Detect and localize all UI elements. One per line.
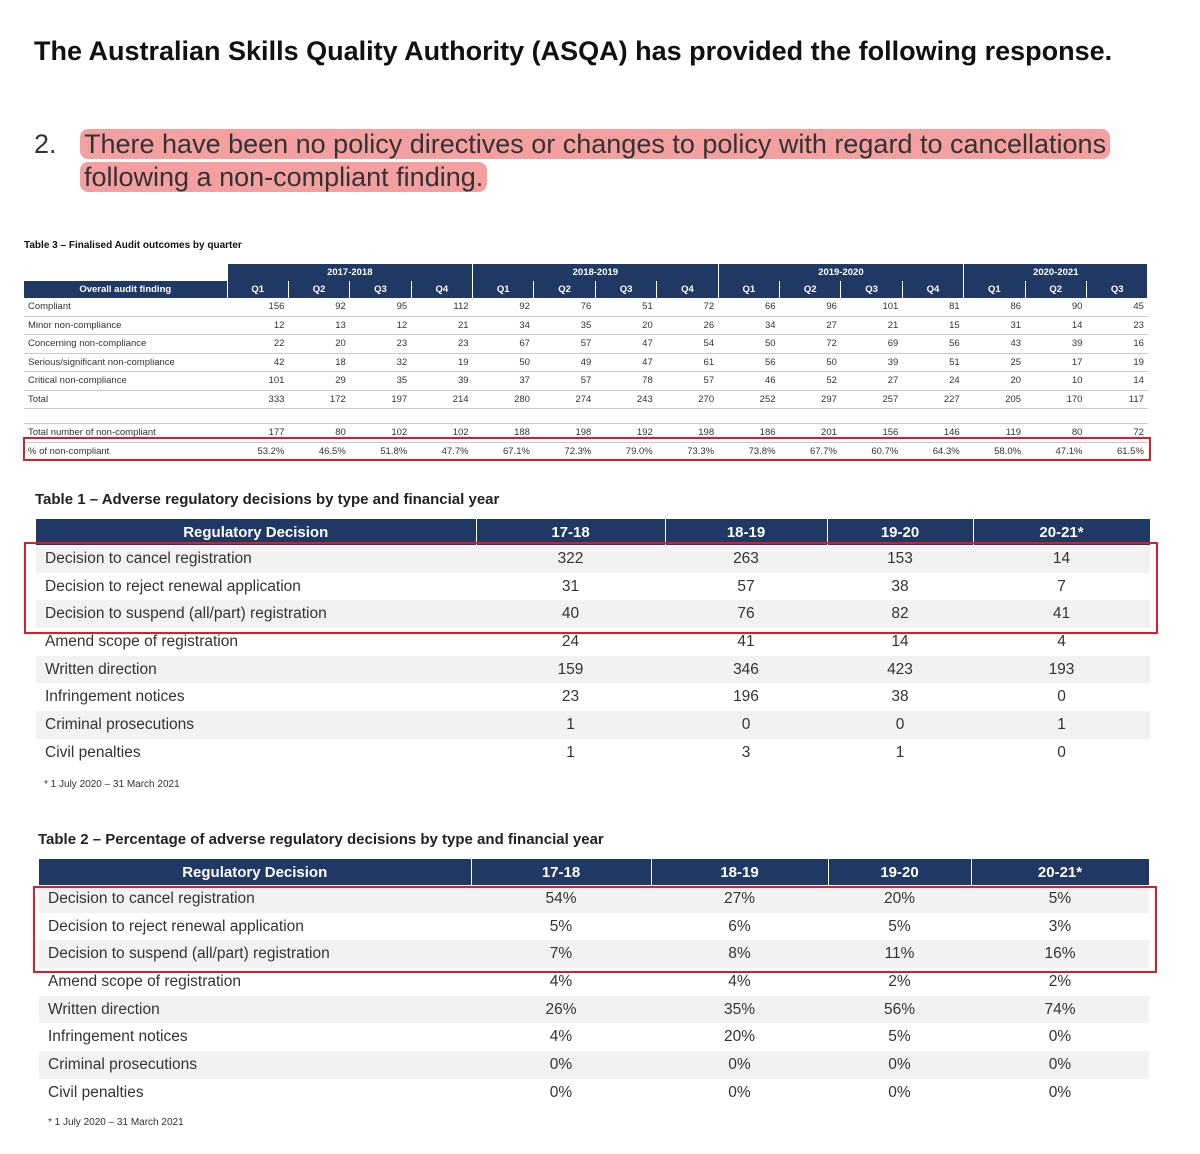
table-cell: 25 — [964, 353, 1025, 372]
table-cell: 73.8% — [718, 442, 779, 461]
table-cell: 205 — [964, 390, 1025, 409]
table-cell: 117 — [1086, 390, 1147, 409]
row-label: Civil penalties — [45, 743, 141, 761]
table-cell: 0% — [549, 1083, 573, 1101]
table-cell — [227, 409, 288, 424]
table-cell: 27 — [841, 372, 902, 391]
table3-year-header: 2017-2018 — [227, 264, 473, 281]
table-row — [39, 968, 1149, 996]
table-cell: 23 — [411, 335, 472, 354]
table-cell: 67 — [473, 335, 534, 354]
table-cell: 50 — [780, 353, 841, 372]
table-cell: 35% — [651, 996, 828, 1024]
table-cell: 1 — [895, 743, 905, 761]
row-label: Infringement notices — [45, 688, 185, 706]
table-cell: 423 — [827, 656, 973, 684]
table-row — [36, 628, 1150, 656]
table-cell: 0 — [1057, 688, 1066, 706]
table-row — [36, 739, 1150, 767]
table-cell: 0% — [1048, 1083, 1072, 1101]
row-label: Total — [24, 390, 227, 409]
table3-quarter-header: Q3 — [841, 281, 902, 298]
table-cell: 7 — [1057, 577, 1066, 595]
table-row — [24, 298, 1148, 316]
row-label: Amend scope of registration — [45, 632, 238, 650]
table-cell: 56% — [828, 996, 971, 1024]
table-cell — [411, 409, 472, 424]
table-cell — [964, 409, 1025, 424]
table-row — [36, 711, 1150, 739]
table3-blank-header — [24, 264, 227, 281]
table-cell: 5% — [971, 885, 1149, 913]
table-cell: 177 — [227, 424, 288, 443]
table-cell: 31 — [561, 577, 580, 595]
table-cell: 192 — [595, 424, 656, 443]
table-cell: 92 — [473, 298, 534, 316]
table2-col-header: 18-19 — [651, 859, 828, 885]
table-row — [24, 372, 1148, 391]
table-row — [24, 424, 1148, 443]
table-cell — [1025, 409, 1086, 424]
table-cell: 92 — [288, 298, 349, 316]
row-label: Decision to reject renewal application — [45, 577, 301, 595]
table-cell: 252 — [718, 390, 779, 409]
table-cell: 4% — [549, 972, 573, 990]
table-cell: 20 — [288, 335, 349, 354]
row-label: Civil penalties — [48, 1083, 144, 1101]
table-cell: 76 — [665, 600, 827, 628]
table2-col-header: 20-21* — [971, 859, 1149, 885]
table3-quarter-header: Q2 — [534, 281, 595, 298]
table1-footnote: * 1 July 2020 – 31 March 2021 — [44, 779, 180, 790]
table-cell: 57 — [534, 372, 595, 391]
table-cell: 198 — [534, 424, 595, 443]
table-cell: 21 — [841, 316, 902, 335]
table-cell: 186 — [718, 424, 779, 443]
table-cell: 270 — [657, 390, 718, 409]
table-cell: 20% — [828, 885, 971, 913]
table-cell: 34 — [473, 316, 534, 335]
table3-quarter-header: Q1 — [227, 281, 288, 298]
table-cell: 193 — [973, 656, 1150, 684]
table-cell: 57 — [657, 372, 718, 391]
table-cell: 8% — [651, 940, 828, 968]
table-cell: 23 — [350, 335, 411, 354]
table-cell: 67.7% — [780, 442, 841, 461]
table-cell: 4 — [1057, 632, 1066, 650]
table-cell: 72 — [780, 335, 841, 354]
table-cell: 17 — [1025, 353, 1086, 372]
table-cell: 96 — [780, 298, 841, 316]
row-label: Infringement notices — [48, 1028, 188, 1046]
table-row — [39, 913, 1149, 941]
row-label: Decision to suspend (all/part) registration — [36, 600, 476, 628]
table-cell: 29 — [288, 372, 349, 391]
table-cell: 5% — [888, 917, 911, 935]
table3-quarter-header: Q3 — [1086, 281, 1147, 298]
table3-year-header: 2020-2021 — [964, 264, 1148, 281]
table-cell: 34 — [718, 316, 779, 335]
table-cell: 0% — [1048, 1028, 1072, 1046]
table-cell — [657, 409, 718, 424]
table-row — [39, 1051, 1149, 1079]
table-row — [24, 353, 1148, 372]
table-cell: 37 — [473, 372, 534, 391]
table-cell: 14 — [891, 632, 909, 650]
table-cell: 82 — [827, 600, 973, 628]
row-label: Concerning non-compliance — [24, 335, 227, 354]
table3-quarter-header: Q4 — [411, 281, 472, 298]
table-cell: 51 — [902, 353, 963, 372]
table-cell: 0 — [665, 711, 827, 739]
table-cell: 0 — [1057, 743, 1066, 761]
table-row — [24, 390, 1148, 409]
row-label: Minor non-compliance — [24, 316, 227, 335]
row-label: Serious/significant non-compliance — [24, 353, 227, 372]
table-cell: 54% — [471, 885, 651, 913]
table-cell: 172 — [288, 390, 349, 409]
table-cell: 46.5% — [288, 442, 349, 461]
table3-quarter-header: Q4 — [657, 281, 718, 298]
table-cell: 214 — [411, 390, 472, 409]
table3-year-header: 2018-2019 — [473, 264, 719, 281]
table-cell — [1086, 409, 1147, 424]
table-cell: 90 — [1025, 298, 1086, 316]
row-label: Decision to cancel registration — [39, 885, 471, 913]
row-label: Decision to reject renewal application — [48, 917, 304, 935]
table3-quarter-header-row — [24, 281, 1148, 298]
table-cell: 26 — [657, 316, 718, 335]
table-cell: 41 — [737, 632, 755, 650]
table-cell: 102 — [350, 424, 411, 443]
table-cell: 0% — [471, 1051, 651, 1079]
table-cell: 2% — [1048, 972, 1072, 990]
table-cell: 20 — [964, 372, 1025, 391]
table3-quarter-header: Q2 — [1025, 281, 1086, 298]
table-cell: 23 — [1086, 316, 1147, 335]
table-cell: 101 — [841, 298, 902, 316]
table1-col-header: 18-19 — [665, 519, 827, 545]
table-cell: 0% — [728, 1083, 751, 1101]
row-label: Compliant — [24, 298, 227, 316]
table-cell: 0% — [828, 1051, 971, 1079]
table1-adverse-decisions — [36, 519, 1151, 767]
table-cell: 322 — [476, 545, 665, 573]
table-row — [39, 1023, 1149, 1051]
table3-quarter-header: Q2 — [780, 281, 841, 298]
table2-col-header: 17-18 — [471, 859, 651, 885]
table-cell: 54 — [657, 335, 718, 354]
table-cell: 51 — [595, 298, 656, 316]
table1-col-header: 20-21* — [973, 519, 1150, 545]
table3-caption: Table 3 – Finalised Audit outcomes by quarter — [24, 240, 242, 251]
table-cell: 257 — [841, 390, 902, 409]
table-cell: 72.3% — [534, 442, 595, 461]
table-cell: 24 — [561, 632, 580, 650]
page-heading: The Australian Skills Quality Authority (ASQA) has provided the following response. — [34, 36, 1113, 66]
table-cell: 58.0% — [964, 442, 1025, 461]
table3-quarter-header: Q1 — [473, 281, 534, 298]
table-cell: 119 — [964, 424, 1025, 443]
table3-year-header: 2019-2020 — [718, 264, 964, 281]
table-cell: 156 — [227, 298, 288, 316]
table-cell: 23 — [561, 688, 580, 706]
table-cell: 146 — [902, 424, 963, 443]
table-row — [39, 996, 1149, 1024]
table-cell: 40 — [476, 600, 665, 628]
table3-first-col-header: Overall audit finding — [24, 281, 227, 298]
table-cell: 35 — [350, 372, 411, 391]
table-cell: 95 — [350, 298, 411, 316]
table-cell: 32 — [350, 353, 411, 372]
table-cell: 35 — [534, 316, 595, 335]
table-cell: 76 — [534, 298, 595, 316]
table-cell: 43 — [964, 335, 1025, 354]
table-cell: 64.3% — [902, 442, 963, 461]
table-cell: 5% — [549, 917, 573, 935]
table-cell: 14 — [1025, 316, 1086, 335]
table-cell: 5% — [888, 1028, 911, 1046]
table3-quarter-header: Q1 — [718, 281, 779, 298]
table-cell: 49 — [534, 353, 595, 372]
row-label: Criminal prosecutions — [36, 711, 476, 739]
table2-col-header: Regulatory Decision — [39, 859, 471, 885]
table-cell: 280 — [473, 390, 534, 409]
table-cell: 42 — [227, 353, 288, 372]
table-cell: 18 — [288, 353, 349, 372]
table-cell — [288, 409, 349, 424]
table-cell: 112 — [411, 298, 472, 316]
table-cell: 31 — [964, 316, 1025, 335]
table3-spacer-row — [24, 409, 1148, 424]
table3-quarter-header: Q3 — [350, 281, 411, 298]
table-cell: 3% — [1048, 917, 1072, 935]
table-cell: 57 — [534, 335, 595, 354]
table-cell: 198 — [657, 424, 718, 443]
table-cell: 13 — [288, 316, 349, 335]
table-cell: 39 — [1025, 335, 1086, 354]
table-cell — [902, 409, 963, 424]
table-cell: 3 — [741, 743, 751, 761]
table-row — [36, 545, 1150, 573]
table-cell: 39 — [841, 353, 902, 372]
table-cell: 53.2% — [227, 442, 288, 461]
table1-col-header: 19-20 — [827, 519, 973, 545]
table-row — [36, 656, 1150, 684]
table-cell: 101 — [227, 372, 288, 391]
table-cell: 57 — [737, 577, 755, 595]
table-cell: 41 — [973, 600, 1150, 628]
table-cell: 12 — [350, 316, 411, 335]
table-cell — [534, 409, 595, 424]
table-cell: 47 — [595, 335, 656, 354]
table-cell: 19 — [1086, 353, 1147, 372]
table-cell: 46 — [718, 372, 779, 391]
table-cell — [841, 409, 902, 424]
table-cell: 297 — [780, 390, 841, 409]
table-cell: 15 — [902, 316, 963, 335]
table-cell: 27% — [651, 885, 828, 913]
table-cell — [780, 409, 841, 424]
table-cell: 197 — [350, 390, 411, 409]
table-cell: 4% — [728, 972, 751, 990]
table-cell: 159 — [476, 656, 665, 684]
table-cell: 56 — [718, 353, 779, 372]
table-cell: 78 — [595, 372, 656, 391]
table3-audit-outcomes — [24, 264, 1148, 461]
table-cell: 61.5% — [1086, 442, 1147, 461]
table-cell: 7% — [471, 940, 651, 968]
table-cell: 50 — [718, 335, 779, 354]
table-cell: 72 — [657, 298, 718, 316]
table-row — [39, 885, 1149, 913]
table-cell — [473, 409, 534, 424]
row-label: Written direction — [39, 996, 471, 1024]
table-cell: 274 — [534, 390, 595, 409]
table1-col-header: 17-18 — [476, 519, 665, 545]
table-cell: 346 — [665, 656, 827, 684]
table-cell: 1 — [973, 711, 1150, 739]
table-cell: 1 — [566, 743, 575, 761]
table-cell: 79.0% — [595, 442, 656, 461]
table-cell: 47.1% — [1025, 442, 1086, 461]
table-cell: 20 — [595, 316, 656, 335]
table-cell: 56 — [902, 335, 963, 354]
table-cell: 156 — [841, 424, 902, 443]
table-cell — [350, 409, 411, 424]
table-cell: 69 — [841, 335, 902, 354]
table-cell: 60.7% — [841, 442, 902, 461]
row-label: Amend scope of registration — [48, 972, 241, 990]
table-row — [36, 573, 1150, 601]
table1-header-row — [36, 519, 1150, 545]
table-cell: 10 — [1025, 372, 1086, 391]
table-cell: 26% — [471, 996, 651, 1024]
table-cell: 1 — [476, 711, 665, 739]
table-row — [39, 940, 1149, 968]
table1-col-header: Regulatory Decision — [36, 519, 476, 545]
table-cell: 201 — [780, 424, 841, 443]
table-cell — [24, 409, 227, 424]
row-label: Decision to cancel registration — [36, 545, 476, 573]
row-label: Criminal prosecutions — [39, 1051, 471, 1079]
table-cell: 47 — [595, 353, 656, 372]
table-cell: 80 — [288, 424, 349, 443]
point-number: 2. — [34, 129, 57, 159]
table-cell: 196 — [733, 688, 759, 706]
row-label: Decision to suspend (all/part) registration — [39, 940, 471, 968]
table-row — [24, 316, 1148, 335]
table-row — [24, 335, 1148, 354]
table-cell: 11% — [828, 940, 971, 968]
table3-quarter-header: Q2 — [288, 281, 349, 298]
table2-percentage-decisions — [39, 859, 1150, 1107]
table-cell: 86 — [964, 298, 1025, 316]
table-cell: 39 — [411, 372, 472, 391]
table-cell: 153 — [827, 545, 973, 573]
table2-col-header: 19-20 — [828, 859, 971, 885]
row-label: Written direction — [36, 656, 476, 684]
table-cell: 66 — [718, 298, 779, 316]
table-cell: 81 — [902, 298, 963, 316]
table-row — [36, 600, 1150, 628]
table-cell: 45 — [1086, 298, 1147, 316]
table-cell: 188 — [473, 424, 534, 443]
table-cell: 0% — [888, 1083, 911, 1101]
table1-caption: Table 1 – Adverse regulatory decisions by type and financial year — [35, 491, 500, 508]
table-cell: 16 — [1086, 335, 1147, 354]
row-label: Critical non-compliance — [24, 372, 227, 391]
table-cell: 80 — [1025, 424, 1086, 443]
table3-quarter-header: Q3 — [595, 281, 656, 298]
table-cell: 0% — [971, 1051, 1149, 1079]
table-cell: 102 — [411, 424, 472, 443]
table-cell — [718, 409, 779, 424]
table-cell: 263 — [665, 545, 827, 573]
table2-caption: Table 2 – Percentage of adverse regulatory decisions by type and financial year — [38, 831, 604, 848]
table-cell: 14 — [1086, 372, 1147, 391]
table3-quarter-header: Q1 — [964, 281, 1025, 298]
table-cell: 61 — [657, 353, 718, 372]
table2-header-row — [39, 859, 1149, 885]
table-cell: 24 — [902, 372, 963, 391]
table-cell: 243 — [595, 390, 656, 409]
table-cell: 38 — [891, 688, 909, 706]
table-cell: 333 — [227, 390, 288, 409]
table-cell: 170 — [1025, 390, 1086, 409]
table-cell: 2% — [888, 972, 911, 990]
table-cell: 47.7% — [411, 442, 472, 461]
table-cell: 50 — [473, 353, 534, 372]
table-cell: 74% — [971, 996, 1149, 1024]
table-row — [39, 1079, 1149, 1107]
row-label: % of non-compliant — [24, 442, 227, 461]
table-cell: 6% — [728, 917, 751, 935]
table-cell: 27 — [780, 316, 841, 335]
table-cell: 21 — [411, 316, 472, 335]
table-cell: 20% — [723, 1028, 756, 1046]
table-cell: 38 — [891, 577, 909, 595]
table-cell: 72 — [1086, 424, 1147, 443]
table-cell: 19 — [411, 353, 472, 372]
table-cell: 73.3% — [657, 442, 718, 461]
table-cell — [595, 409, 656, 424]
table3-quarter-header: Q4 — [902, 281, 963, 298]
point-text-highlight: There have been no policy directives or changes to policy with regard to cancellations following a non-compliant finding. — [80, 129, 1110, 192]
table-cell: 227 — [902, 390, 963, 409]
table-cell: 67.1% — [473, 442, 534, 461]
table-cell: 14 — [973, 545, 1150, 573]
table-row — [24, 442, 1148, 461]
table-cell: 16% — [971, 940, 1149, 968]
table-cell: 52 — [780, 372, 841, 391]
table-cell: 51.8% — [350, 442, 411, 461]
table3-year-header-row — [24, 264, 1148, 281]
table-cell: 4% — [549, 1028, 573, 1046]
table2-footnote: * 1 July 2020 – 31 March 2021 — [48, 1117, 184, 1128]
table-cell: 0 — [827, 711, 973, 739]
row-label: Total number of non-compliant — [24, 424, 227, 443]
table-cell: 12 — [227, 316, 288, 335]
table-cell: 22 — [227, 335, 288, 354]
table-row — [36, 683, 1150, 711]
table-cell: 0% — [651, 1051, 828, 1079]
